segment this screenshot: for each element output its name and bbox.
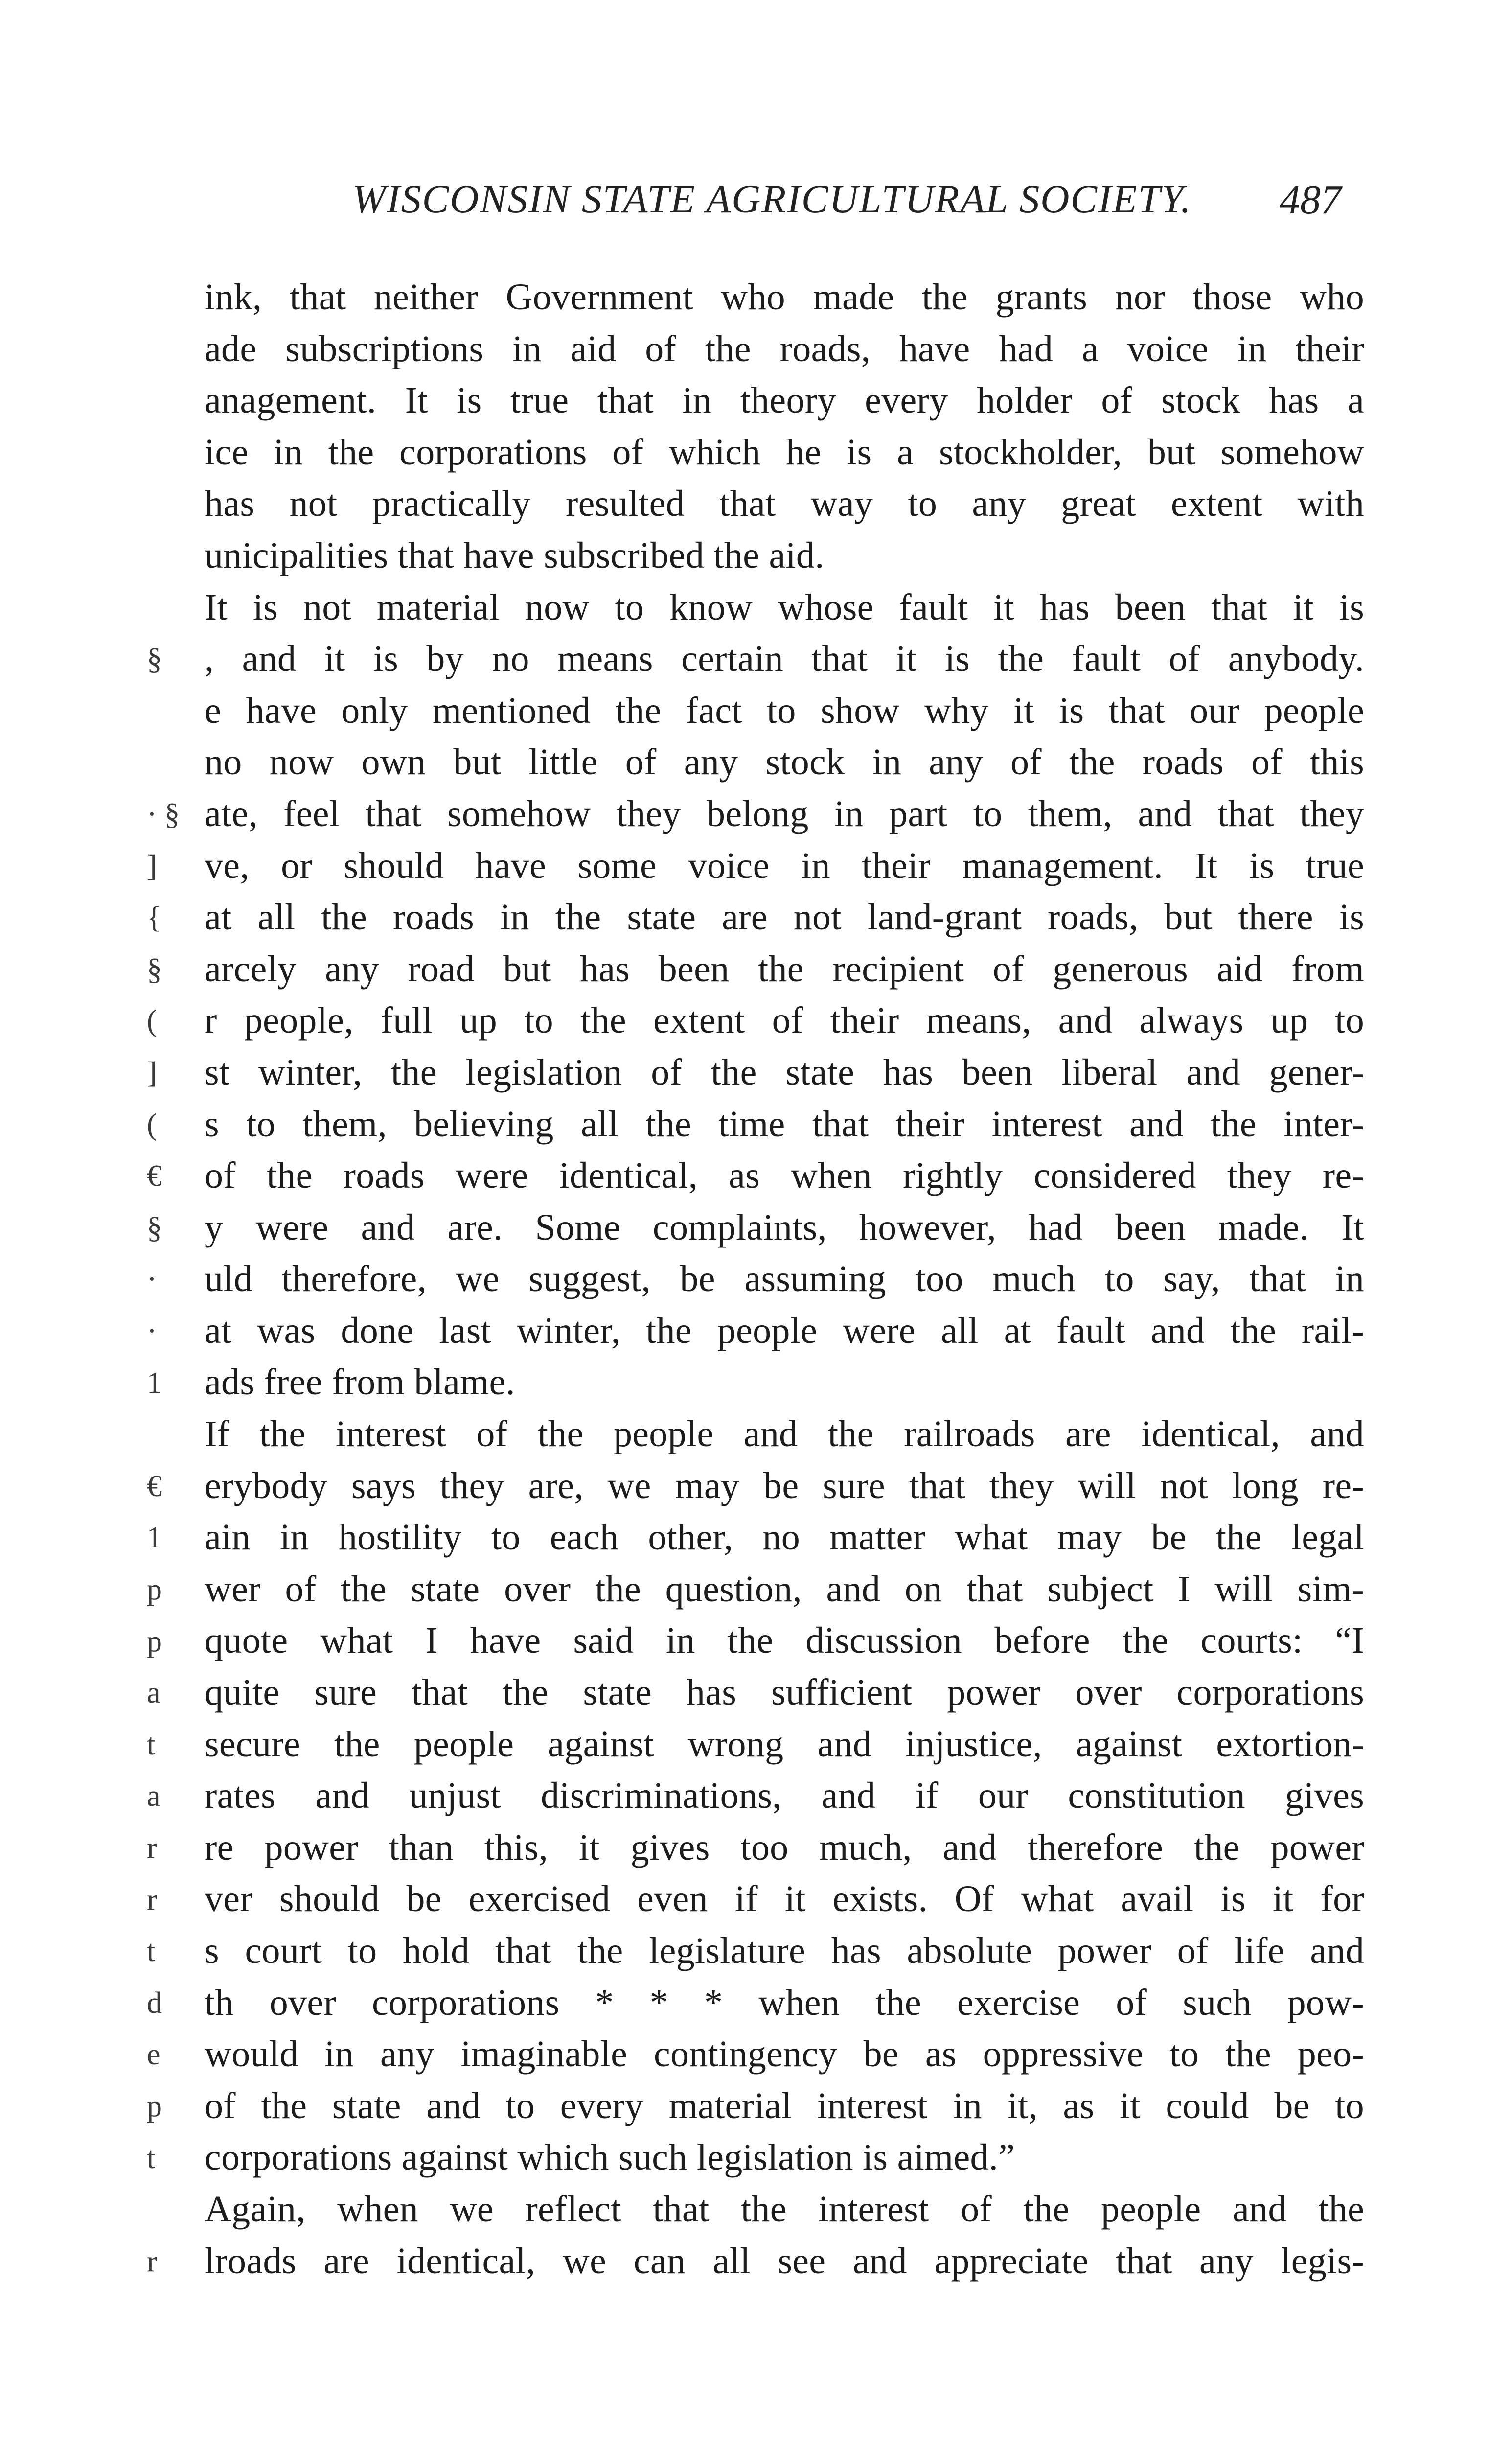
text-line: at was done last winter, the people were all at fault and the rail-: [205, 1310, 1364, 1351]
text-line: anagement. It is true that in theory every holder of stock has a: [205, 380, 1364, 421]
margin-fragment: §: [147, 643, 162, 676]
text-line: th over corporations * * * when the exercise of such pow-: [205, 1982, 1364, 2023]
margin-fragment: r: [147, 2244, 157, 2278]
margin-fragment: 1: [147, 1366, 162, 1400]
margin-fragment: (: [147, 1004, 157, 1038]
margin-fragment: p: [147, 1624, 162, 1658]
text-line: ve, or should have some voice in their management. It is true: [205, 845, 1364, 886]
text-line: quite sure that the state has sufficient power over corporations: [205, 1672, 1364, 1713]
margin-fragment: €: [147, 1159, 162, 1193]
margin-fragment: r: [147, 1883, 157, 1916]
margin-fragment: €: [147, 1469, 162, 1503]
text-line: erybody says they are, we may be sure that they will not long re-: [205, 1465, 1364, 1506]
margin-fragment: p: [147, 1573, 162, 1606]
text-line: quote what I have said in the discussion before the courts: “I: [205, 1620, 1364, 1662]
text-line: unicipalities that have subscribed the aid.: [205, 534, 825, 576]
margin-fragment: r: [147, 1831, 157, 1865]
text-line: at all the roads in the state are not land-grant roads, but there is: [205, 897, 1364, 938]
margin-fragment: t: [147, 1935, 156, 1968]
text-line: It is not material now to know whose fault it has been that it is: [205, 586, 1364, 628]
page-number: 487: [1280, 177, 1341, 223]
text-line: re power than this, it gives too much, and therefore the power: [205, 1826, 1364, 1868]
margin-fragment: {: [147, 901, 161, 935]
margin-fragment: §: [147, 1211, 162, 1245]
text-line: would in any imaginable contingency be as oppressive to the peo-: [205, 2033, 1364, 2075]
text-line: ain in hostility to each other, no matter what may be the legal: [205, 1517, 1364, 1558]
margin-fragment: 1: [147, 1521, 162, 1555]
text-line: wer of the state over the question, and on that subject I will sim-: [205, 1568, 1364, 1610]
text-line: has not practically resulted that way to any great extent with: [205, 483, 1364, 525]
text-line: r people, full up to the extent of their means, and always up to: [205, 1000, 1364, 1041]
text-line: ink, that neither Government who made the grants nor those who: [205, 277, 1364, 318]
text-line: s to them, believing all the time that their interest and the inter-: [205, 1103, 1364, 1145]
text-line: , and it is by no means certain that it is the fault of anybody.: [205, 638, 1364, 680]
text-line: ver should be exercised even if it exists. Of what avail is it for: [205, 1878, 1364, 1920]
text-line: If the interest of the people and the railroads are identical, and: [205, 1413, 1364, 1455]
margin-fragment: ]: [147, 1056, 157, 1089]
margin-fragment: ]: [147, 849, 157, 883]
margin-fragment: d: [147, 1986, 162, 2020]
margin-fragment: §: [147, 952, 162, 986]
text-line: ade subscriptions in aid of the roads, have had a voice in their: [205, 328, 1364, 369]
text-line: of the state and to every material interest in it, as it could be to: [205, 2085, 1364, 2126]
margin-fragment: ·: [147, 1263, 157, 1296]
margin-fragment: p: [147, 2090, 162, 2123]
margin-fragment: t: [147, 2141, 156, 2175]
margin-fragment: a: [147, 1676, 160, 1710]
text-line: arcely any road but has been the recipient of generous aid from: [205, 948, 1364, 990]
text-line: e have only mentioned the fact to show why it is that our people: [205, 690, 1364, 731]
text-line: rates and unjust discriminations, and if our constitution gives: [205, 1775, 1364, 1817]
text-line: ate, feel that somehow they belong in part to them, and that they: [205, 793, 1364, 834]
text-line: no now own but little of any stock in any of the roads of this: [205, 741, 1364, 783]
text-line: s court to hold that the legislature has absolute power of life and: [205, 1930, 1364, 1971]
margin-fragment: t: [147, 1728, 156, 1761]
running-head: WISCONSIN STATE AGRICULTURAL SOCIETY.: [352, 177, 1192, 221]
margin-fragment: (: [147, 1108, 157, 1141]
text-line: secure the people against wrong and injustice, against extortion-: [205, 1723, 1364, 1765]
text-line: Again, when we reflect that the interest of the people and the: [205, 2188, 1364, 2230]
page-header: [0, 162, 1512, 230]
text-line: y were and are. Some complaints, however, had been made. It: [205, 1206, 1364, 1248]
margin-fragment: ·: [147, 1315, 157, 1348]
text-line: of the roads were identical, as when rightly considered they re-: [205, 1155, 1364, 1197]
text-line: corporations against which such legislation is aimed.”: [205, 2137, 1015, 2178]
text-line: lroads are identical, we can all see and appreciate that any legis-: [205, 2240, 1364, 2282]
text-line: ice in the corporations of which he is a stockholder, but somehow: [205, 431, 1364, 473]
margin-fragment: a: [147, 1779, 160, 1813]
text-line: st winter, the legislation of the state has been liberal and gener-: [205, 1051, 1364, 1093]
text-line: ads free from blame.: [205, 1362, 515, 1403]
margin-fragment: · §: [147, 798, 180, 831]
margin-fragment: e: [147, 2038, 160, 2072]
text-line: uld therefore, we suggest, be assuming too much to say, that in: [205, 1258, 1364, 1300]
body-text: [205, 272, 1364, 2287]
